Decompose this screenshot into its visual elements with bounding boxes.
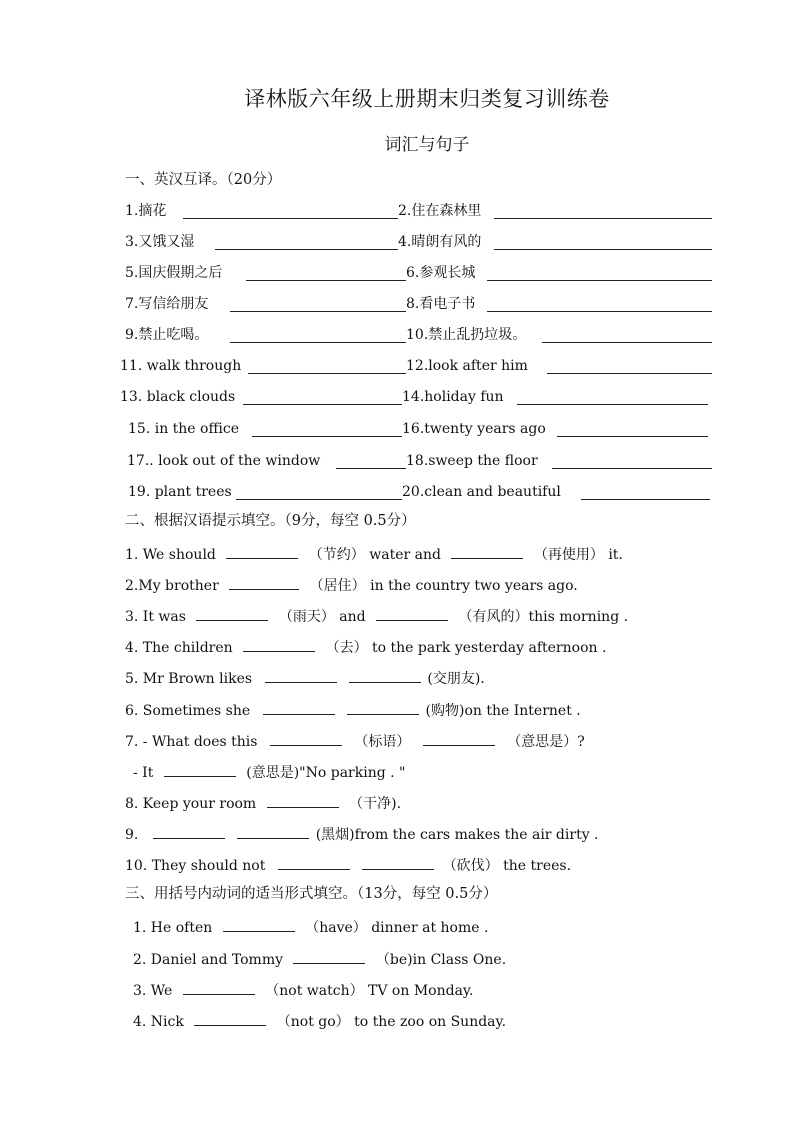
line-text: （标语） [354, 734, 411, 750]
line-text: （节约） water and [308, 547, 441, 563]
line-text: 1. He often [133, 920, 213, 936]
item-8-text: 8.看电子书 [406, 296, 476, 312]
answer-blank[interactable] [153, 823, 225, 839]
line-text: 8. Keep your room [125, 796, 257, 812]
item-16-text: 16.twenty years ago [402, 421, 546, 437]
item-1-answer-blank[interactable] [183, 201, 398, 219]
section-2-line-3 [125, 605, 628, 625]
answer-blank[interactable] [265, 667, 337, 683]
answer-blank[interactable] [362, 854, 434, 870]
item-18-text: 18.sweep the floor [406, 453, 538, 469]
line-text: （去） to the park yesterday afternoon . [325, 640, 607, 656]
section-2-line-5 [125, 667, 485, 687]
item-1-text: 1.摘花 [125, 203, 167, 219]
item-18-answer-blank[interactable] [552, 451, 712, 469]
section-2-heading: 二、根据汉语提示填空。（9分，每空 0.5分） [125, 513, 416, 529]
item-7-answer-blank[interactable] [230, 294, 406, 312]
item-15-text: 15. in the office [128, 421, 240, 437]
line-text: （be)in Class One. [375, 952, 507, 968]
answer-blank[interactable] [226, 543, 298, 559]
item-11-answer-blank[interactable] [248, 356, 406, 374]
section-2-line-4 [125, 636, 606, 656]
item-2-text: 2.住在森林里 [398, 203, 482, 219]
line-text: （雨天） and [278, 609, 366, 625]
section-2-line-6 [125, 699, 581, 719]
page-title: 译林版六年级上册期末归类复习训练卷 [244, 87, 610, 111]
line-text: (购物)on the Internet . [425, 703, 581, 719]
section-3-line-3 [133, 979, 473, 999]
line-text: （砍伐） the trees. [442, 858, 572, 874]
answer-blank[interactable] [183, 979, 255, 995]
line-text: 1. We should [125, 547, 216, 563]
item-8-answer-blank[interactable] [487, 294, 712, 312]
item-10-text: 10.禁止乱扔垃圾。 [406, 327, 527, 343]
item-4-text: 4.晴朗有风的 [398, 234, 482, 250]
item-3-text: 3.又饿又湿 [125, 234, 195, 250]
line-text: 4. The children [125, 640, 233, 656]
section-3-line-2 [133, 948, 506, 968]
answer-blank[interactable] [237, 823, 309, 839]
line-text: （再使用） it. [533, 547, 623, 563]
section-2-line-10 [125, 854, 571, 874]
answer-blank[interactable] [349, 667, 421, 683]
line-text: （居住） in the country two years ago. [309, 578, 578, 594]
line-text: （有风的）this morning . [458, 609, 629, 625]
answer-blank[interactable] [347, 699, 419, 715]
section-3-heading: 三、用括号内动词的适当形式填空。（13分，每空 0.5分） [125, 886, 498, 902]
item-19-text: 19. plant trees [128, 484, 232, 500]
section-2-line-1 [125, 543, 623, 563]
line-text: 3. It was [125, 609, 186, 625]
line-text: (交朋友). [427, 671, 485, 687]
item-6-answer-blank[interactable] [487, 263, 712, 281]
answer-blank[interactable] [423, 730, 495, 746]
item-14-text: 14.holiday fun [402, 389, 504, 405]
answer-blank[interactable] [451, 543, 523, 559]
answer-blank[interactable] [270, 730, 342, 746]
answer-blank[interactable] [223, 916, 295, 932]
line-text: 6. Sometimes she [125, 703, 251, 719]
line-text: （have） dinner at home . [305, 920, 489, 936]
item-17-answer-blank[interactable] [336, 451, 406, 469]
answer-blank[interactable] [263, 699, 335, 715]
section-2-line-9 [125, 823, 599, 843]
line-text: 7. - What does this [125, 734, 258, 750]
section-2-line-2 [125, 574, 578, 594]
line-text: （not go） to the zoo on Sunday. [276, 1014, 507, 1030]
answer-blank[interactable] [293, 948, 365, 964]
answer-blank[interactable] [267, 792, 339, 808]
item-20-text: 20.clean and beautiful [402, 484, 561, 500]
page-subtitle: 词汇与句子 [384, 135, 470, 155]
line-text: (意思是)"No parking . " [246, 765, 406, 781]
item-16-answer-blank[interactable] [557, 419, 708, 437]
section-2-line-7 [125, 730, 585, 750]
section-2-line-7b [133, 761, 405, 781]
item-6-text: 6.参观长城 [406, 265, 476, 281]
item-5-text: 5.国庆假期之后 [125, 265, 223, 281]
line-text: 4. Nick [133, 1014, 184, 1030]
item-14-answer-blank[interactable] [517, 387, 708, 405]
line-text: 9. [125, 827, 139, 843]
section-3-line-4 [133, 1010, 506, 1030]
item-4-answer-blank[interactable] [494, 232, 712, 250]
answer-blank[interactable] [243, 636, 315, 652]
line-text: - It [133, 765, 154, 781]
item-13-text: 13. black clouds [120, 389, 236, 405]
answer-blank[interactable] [194, 1010, 266, 1026]
line-text: 10. They should not [125, 858, 266, 874]
line-text: 5. Mr Brown likes [125, 671, 253, 687]
line-text: （干净). [349, 796, 402, 812]
line-text: 2.My brother [125, 578, 219, 594]
section-2-line-8 [125, 792, 401, 812]
line-text: （意思是）? [507, 734, 585, 750]
item-12-text: 12.look after him [406, 358, 528, 374]
item-9-answer-blank[interactable] [230, 325, 406, 343]
item-13-answer-blank[interactable] [243, 387, 402, 405]
item-5-answer-blank[interactable] [246, 263, 406, 281]
section-1-heading: 一、英汉互译。（20分） [125, 172, 282, 188]
line-text: (黑烟)from the cars makes the air dirty . [315, 827, 599, 843]
item-19-answer-blank[interactable] [236, 482, 402, 500]
item-10-answer-blank[interactable] [542, 325, 712, 343]
item-15-answer-blank[interactable] [252, 419, 402, 437]
item-9-text: 9.禁止吃喝。 [125, 327, 209, 343]
item-17-text: 17.. look out of the window [127, 453, 321, 469]
answer-blank[interactable] [278, 854, 350, 870]
line-text: 2. Daniel and Tommy [133, 952, 284, 968]
item-12-answer-blank[interactable] [547, 356, 712, 374]
item-3-answer-blank[interactable] [215, 232, 398, 250]
section-3-line-1 [133, 916, 488, 936]
line-text: 3. We [133, 983, 173, 999]
line-text: （not watch） TV on Monday. [265, 983, 474, 999]
answer-blank[interactable] [164, 761, 236, 777]
item-7-text: 7.写信给朋友 [125, 296, 209, 312]
answer-blank[interactable] [229, 574, 299, 590]
answer-blank[interactable] [196, 605, 268, 621]
answer-blank[interactable] [376, 605, 448, 621]
item-11-text: 11. walk through [120, 358, 242, 374]
item-2-answer-blank[interactable] [494, 201, 712, 219]
item-20-answer-blank[interactable] [581, 482, 710, 500]
